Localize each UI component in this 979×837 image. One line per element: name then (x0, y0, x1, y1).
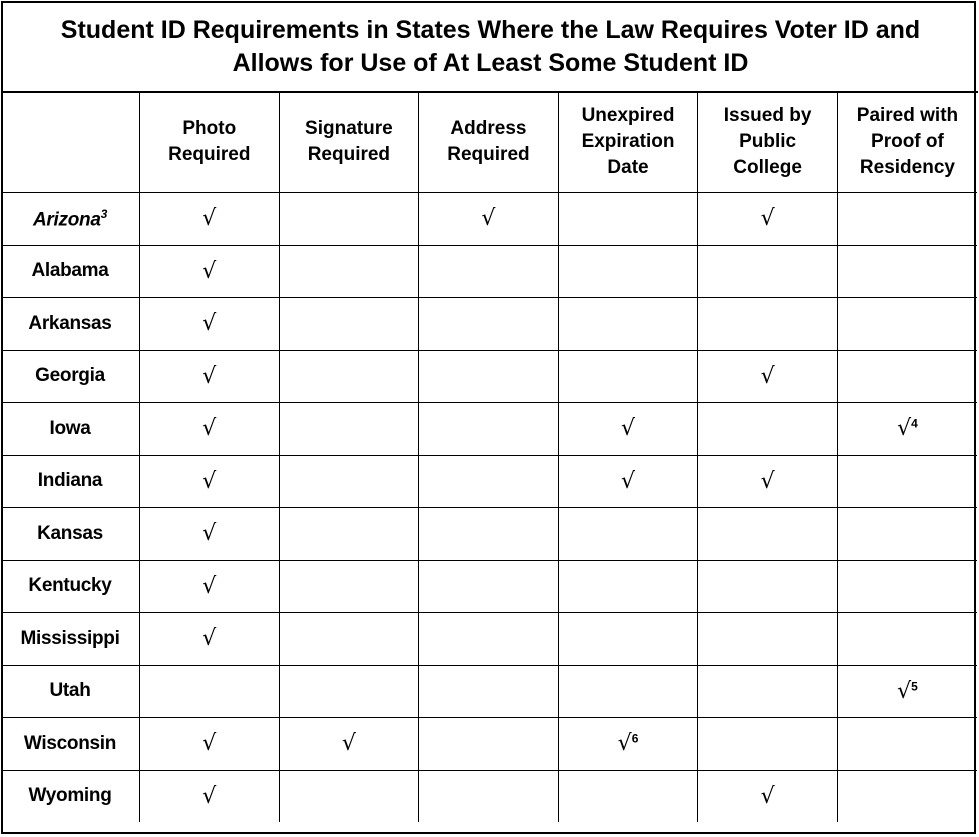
requirement-cell (419, 298, 559, 351)
footnote-marker: 5 (911, 679, 918, 694)
header-paired-with-proof-of-residency: Paired with Proof of Residency (837, 92, 977, 193)
requirement-cell (419, 350, 559, 403)
requirement-cell (698, 613, 838, 666)
requirement-cell (419, 770, 559, 822)
requirement-cell (279, 455, 419, 508)
requirement-cell (419, 718, 559, 771)
table-row (1, 193, 977, 246)
requirement-cell (837, 298, 977, 351)
check-icon: √ (760, 363, 775, 389)
requirement-cell (279, 718, 419, 771)
state-name: Kentucky (1, 560, 140, 613)
requirement-cell (558, 455, 698, 508)
table-row (1, 403, 977, 456)
header-state-blank (1, 92, 140, 193)
footnote-marker: 4 (911, 416, 918, 431)
check-icon: √ (897, 416, 912, 442)
requirement-cell (698, 718, 838, 771)
check-icon: √ (617, 731, 632, 757)
requirement-cell (140, 455, 280, 508)
requirement-cell (837, 613, 977, 666)
table-row (1, 718, 977, 771)
requirement-cell (279, 298, 419, 351)
check-icon: √ (481, 206, 496, 232)
requirement-cell (279, 613, 419, 666)
title-line-2: Allows for Use of At Least Some Student ID (232, 49, 749, 77)
state-name: Arizona$^3$ (1, 193, 140, 246)
check-icon: √ (202, 416, 217, 442)
state-name: Kansas (1, 508, 140, 561)
requirement-cell (140, 403, 280, 456)
state-name: Indiana (1, 455, 140, 508)
requirement-cell (698, 560, 838, 613)
table-row (1, 350, 977, 403)
requirement-cell (140, 665, 280, 718)
table-row (1, 665, 977, 718)
check-icon: √ (897, 678, 912, 704)
requirement-cell (419, 245, 559, 298)
requirement-cell (837, 718, 977, 771)
requirement-cell (419, 560, 559, 613)
requirement-cell (140, 193, 280, 246)
requirement-cell (140, 245, 280, 298)
requirement-cell (837, 350, 977, 403)
requirement-cell (419, 403, 559, 456)
state-name: Wyoming (1, 770, 140, 822)
table-title (3, 3, 978, 93)
requirement-cell (419, 508, 559, 561)
requirement-cell (698, 193, 838, 246)
check-icon: √ (202, 363, 217, 389)
header-row (1, 92, 977, 193)
state-name: Wisconsin (1, 718, 140, 771)
table-row (1, 455, 977, 508)
requirement-cell (558, 508, 698, 561)
requirement-cell (279, 508, 419, 561)
requirement-cell (698, 508, 838, 561)
title-line-1: Student ID Requirements in States Where the Law Requires Voter ID and (60, 16, 921, 44)
requirement-cell (558, 613, 698, 666)
check-icon: √ (621, 468, 636, 494)
header-address-required: Address Required (419, 92, 559, 193)
table-row (1, 508, 977, 561)
requirement-cell (698, 455, 838, 508)
requirement-cell (419, 665, 559, 718)
state-name: Mississippi (1, 613, 140, 666)
requirement-cell (419, 193, 559, 246)
requirement-cell (140, 298, 280, 351)
requirement-cell (140, 350, 280, 403)
table-row (1, 298, 977, 351)
requirement-cell (279, 350, 419, 403)
header-signature-required: Signature Required (279, 92, 419, 193)
requirement-cell (558, 770, 698, 822)
requirement-cell (558, 403, 698, 456)
requirement-cell (140, 560, 280, 613)
header-unexpired-expiration-date: Unexpired Expiration Date (558, 92, 698, 193)
requirement-cell (140, 613, 280, 666)
requirement-cell (279, 245, 419, 298)
requirement-cell (698, 298, 838, 351)
check-icon: √ (202, 783, 217, 809)
requirement-cell (837, 455, 977, 508)
requirement-cell (837, 508, 977, 561)
state-name: Alabama (1, 245, 140, 298)
check-icon: √ (760, 468, 775, 494)
requirement-cell (698, 245, 838, 298)
check-icon: √ (202, 258, 217, 284)
requirement-cell (837, 245, 977, 298)
check-icon: √ (202, 626, 217, 652)
check-icon: √ (760, 783, 775, 809)
check-icon: √ (202, 311, 217, 337)
header-photo-required: Photo Required (140, 92, 280, 193)
check-icon: √ (202, 468, 217, 494)
requirement-cell (837, 665, 977, 718)
requirement-cell (140, 770, 280, 822)
state-name: Utah (1, 665, 140, 718)
requirement-cell (837, 403, 977, 456)
check-icon: √ (760, 206, 775, 232)
requirement-cell (558, 560, 698, 613)
requirements-table (1, 92, 977, 822)
requirement-cell (140, 718, 280, 771)
requirement-cell (558, 245, 698, 298)
state-name: Georgia (1, 350, 140, 403)
requirement-cell (279, 665, 419, 718)
requirement-cell (837, 193, 977, 246)
check-icon: √ (621, 416, 636, 442)
requirement-cell (140, 508, 280, 561)
check-icon: √ (202, 573, 217, 599)
check-icon: √ (341, 731, 356, 757)
requirement-cell (837, 560, 977, 613)
requirement-cell (279, 193, 419, 246)
requirement-cell (419, 613, 559, 666)
table-row (1, 245, 977, 298)
requirement-cell (558, 193, 698, 246)
requirement-cell (558, 665, 698, 718)
check-icon: √ (202, 731, 217, 757)
table-row (1, 770, 977, 822)
requirement-cell (279, 770, 419, 822)
state-name: Arkansas (1, 298, 140, 351)
requirement-cell (419, 455, 559, 508)
footnote-marker: 6 (631, 731, 639, 746)
check-icon: √ (202, 206, 217, 232)
requirement-cell (698, 350, 838, 403)
requirement-cell (698, 770, 838, 822)
requirement-cell (698, 403, 838, 456)
check-icon: √ (202, 521, 217, 547)
requirement-cell (279, 560, 419, 613)
requirement-cell (279, 403, 419, 456)
table-row (1, 613, 977, 666)
requirement-cell (558, 350, 698, 403)
header-issued-by-public-college: Issued by Public College (698, 92, 838, 193)
requirement-cell (698, 665, 838, 718)
state-name: Iowa (1, 403, 140, 456)
requirement-cell (558, 298, 698, 351)
footnote-marker: 3 (100, 206, 107, 221)
requirement-cell (558, 718, 698, 771)
table-row (1, 560, 977, 613)
requirement-cell (837, 770, 977, 822)
